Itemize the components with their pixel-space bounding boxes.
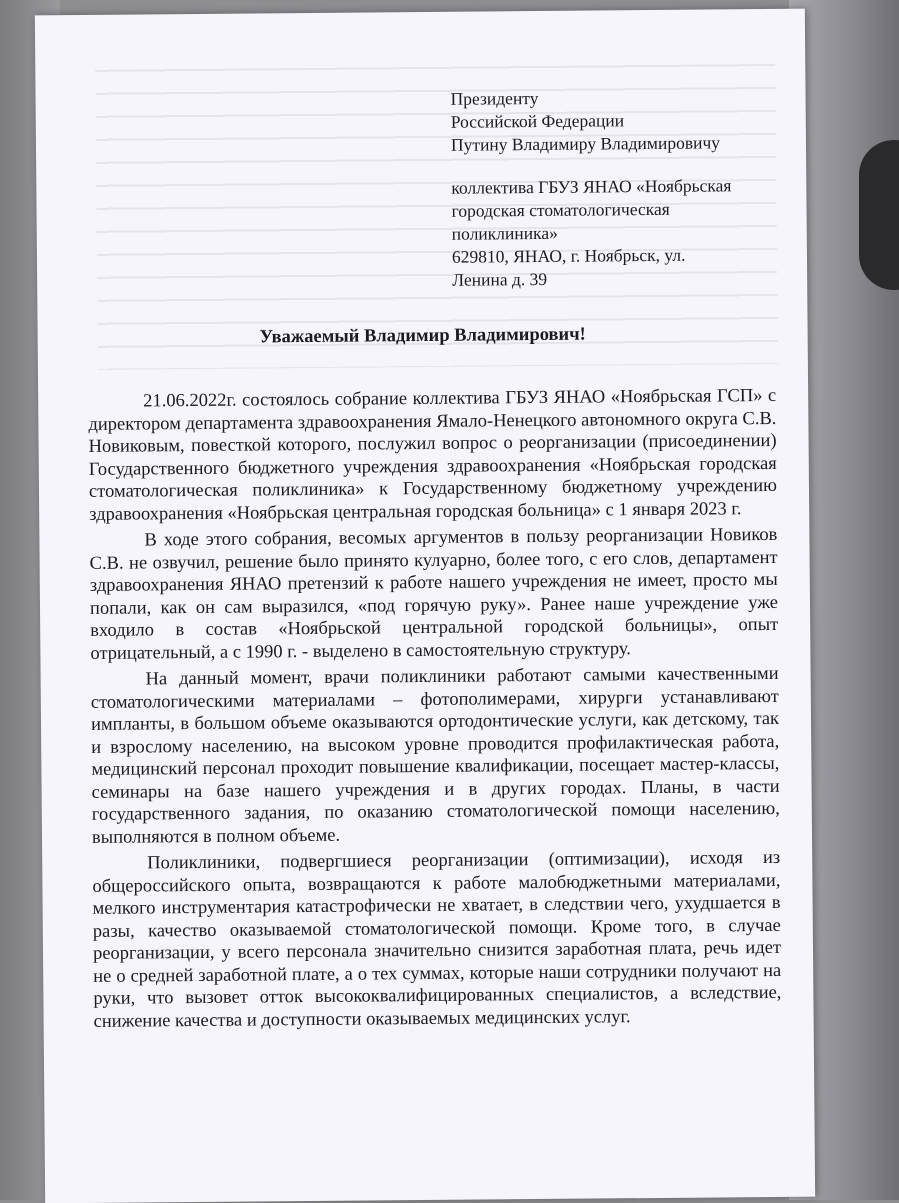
- letter-page: [35, 9, 815, 1203]
- paragraph: Поликлиники, подвергшиеся реорганизации (оптимизации), исходя из общероссийского опыта, возвращаются к работе малобюджетными материалами, мелкого инструментария катастрофически не хватает, в следствии чего, ухудшается в разы, качество оказываемой стоматологической помощи. Кроме того, в случае реорганизации, у всего персонала значительно снизится заработная плата, речь идет не о средней заработной плате, а о тех суммах, которые наши сотрудники получают на руки, что вызовет отток высококвалифицированных специалистов, а вследствие, снижение качества и доступности оказываемых медицинских услуг.: [92, 847, 782, 1032]
- letter-body: [88, 385, 782, 1037]
- dark-object: [859, 140, 899, 290]
- sender-line: городская стоматологическая: [451, 198, 670, 221]
- sender-line: коллектива ГБУЗ ЯНАО «Ноябрьская: [451, 175, 732, 198]
- paragraph: В ходе этого собрания, весомых аргументов в пользу реорганизации Новиков С.В. не озвучил, решение было принято кулуарно, более того, с его слов, департамент здравоохранения ЯНАО претензий к работе нашего учреждения не имеет, просто мы попали, как он сам выразился, «под горячую руку». Ранее наше учреждение уже входило в состав «Ноябрьской центральной городской больницы», опыт отрицательный, а с 1990 г. - выделено в самостоятельную структуру.: [89, 524, 779, 664]
- addressee-block: [450, 85, 772, 292]
- sender-line: поликлиника»: [451, 222, 558, 244]
- addressee-line: Путину Владимиру Владимировичу: [450, 132, 721, 155]
- salutation: Уважаемый Владимир Владимирович!: [259, 324, 586, 348]
- addressee-line: Российской Федерации: [450, 110, 625, 132]
- paragraph: На данный момент, врачи поликлиники работают самыми качественными стоматологическими материалами – фотополимерами, хирурги устанавливают импланты, в большом объеме оказываются ортодонтические услуги, как детскому, так и взрослому населению, на высоком уровне проводится профилактическая работа, медицинский персонал проходит повышение квалификации, посещает мастер-классы, семинары на базе нашего учреждения и в других городах. Планы, в части государственного задания, по оказанию стоматологической помощи населению, выполняются в полном объеме.: [90, 663, 780, 848]
- sender-line: 629810, ЯНАО, г. Ноябрьск, ул.: [451, 244, 686, 267]
- paragraph: 21.06.2022г. состоялось собрание коллектива ГБУЗ ЯНАО «Ноябрьская ГСП» с директором департамента здравоохранения Ямало-Ненецкого автономного округа С.В. Новиковым, повесткой которого, послужил вопрос о реорганизации (присоединении) Государственного бюджетного учреждения здравоохранения «Ноябрьская городская стоматологическая поликлиника» к Государственному бюджетному учреждению здравоохранения «Ноябрьская центральная городская больница» с 1 января 2023 г.: [88, 385, 778, 525]
- addressee-line: Президенту: [450, 87, 539, 109]
- sender-line: Ленина д. 39: [452, 268, 548, 290]
